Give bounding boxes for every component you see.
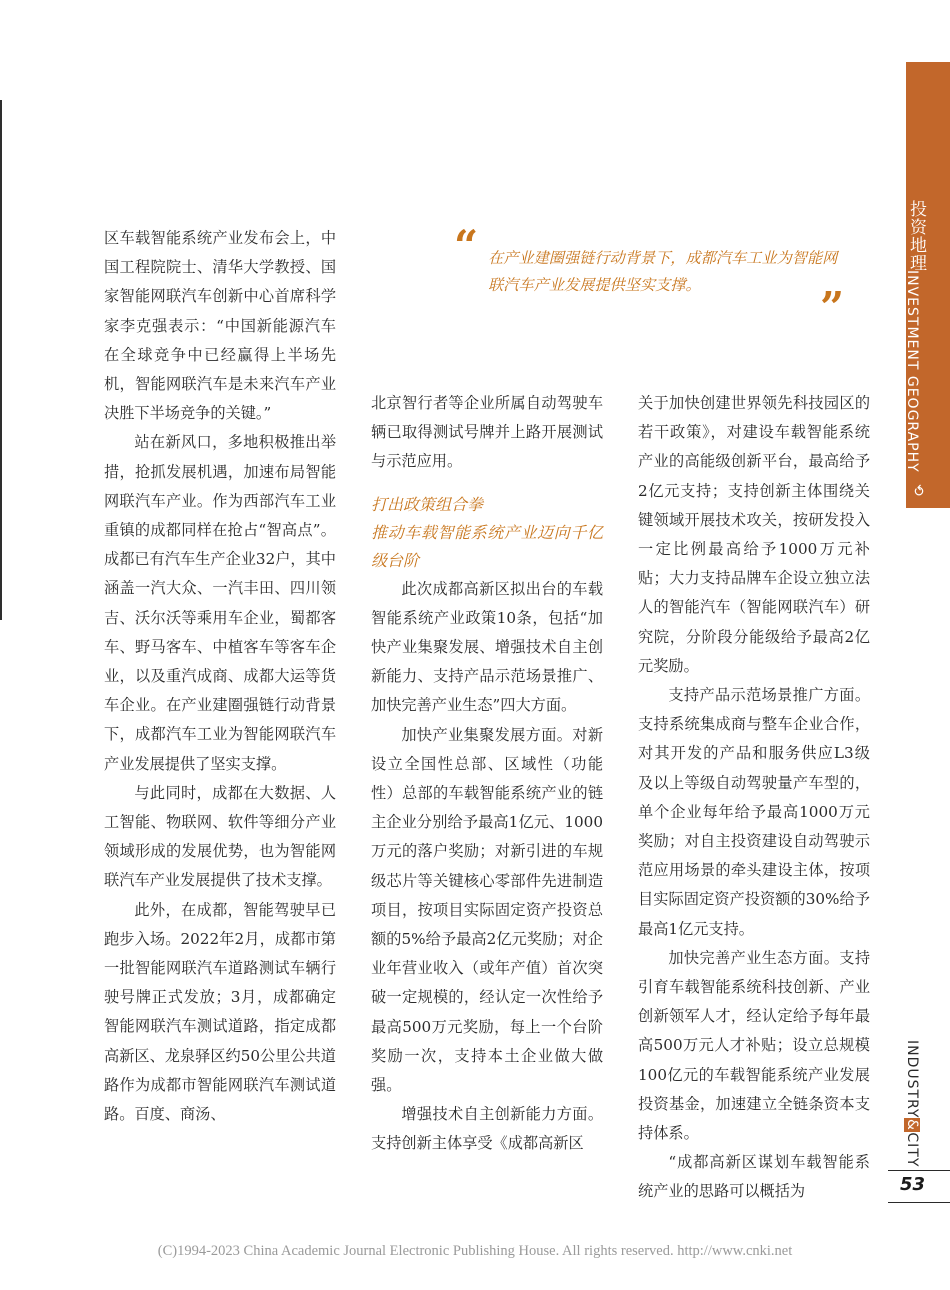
section-title-cn: 投资地理 bbox=[906, 200, 926, 272]
section-title-en: INVESTMENT GEOGRAPHY bbox=[904, 270, 920, 473]
paragraph: 此外，在成都，智能驾驶早已跑步入场。2022年2月，成都市第一批智能网联汽车道路测试车辆行驶号牌正式发放；3月，成都确定智能网联汽车测试道路，指定成都高新区、龙泉驿区约50公里公共道路作为成都市智能网联汽车测试道路。百度、商汤、 bbox=[104, 900, 336, 1124]
column-title-a: INDUSTRY bbox=[904, 1040, 920, 1119]
paragraph: “成都高新区谋划车载智能系统产业的思路可以概括为 bbox=[638, 1153, 870, 1201]
section-heading bbox=[371, 491, 603, 575]
left-margin-rule bbox=[0, 100, 2, 620]
page-number-rule-bottom bbox=[888, 1202, 950, 1203]
article-column-3 bbox=[638, 389, 870, 1207]
paragraph: 增强技术自主创新能力方面。支持创新主体享受《成都高新区 bbox=[371, 1105, 603, 1153]
paragraph: 加快产业集聚发展方面。对新设立全国性总部、区域性（功能性）总部的车载智能系统产业的链主企业分别给予最高1亿元、1000万元的落户奖励；对新引进的车规级芯片等关键核心零部件先进制造项目，按项目实际固定资产投资总额的5%给予最高2亿元奖励；对企业年营业收入（或年产值）首次突破一定规模的，经认定一次性给予最高500万元奖励，每上一个台阶奖励一次，支持本土企业做大做强。 bbox=[371, 725, 603, 1095]
page-number-rule-top bbox=[888, 1170, 950, 1171]
copyright-watermark: (C)1994-2023 China Academic Journal Electronic Publishing House. All rights reserved. http://www.cnki.net bbox=[157, 1243, 793, 1259]
page-number: 53 bbox=[900, 1174, 926, 1195]
pull-quote: 在产业建圈强链行动背景下，成都汽车工业为智能网联汽车产业发展提供坚实支撑。 bbox=[488, 249, 838, 294]
paragraph: 与此同时，成都在大数据、人工智能、物联网、软件等细分产业领域形成的发展优势，也为智能网联汽车产业发展提供了技术支撑。 bbox=[104, 783, 336, 890]
article-column-1 bbox=[104, 224, 336, 1129]
paragraph: 加快完善产业生态方面。支持引育车载智能系统科技创新、产业创新领军人才，经认定给予每年最高500万元人才补贴；设立总规模100亿元的车载智能系统产业发展投资基金，加速建立全链条资本支持体系。 bbox=[638, 948, 870, 1143]
section-logo-icon: ⟲ bbox=[910, 484, 926, 496]
article-column-2 bbox=[371, 389, 603, 1159]
column-title-amp: & bbox=[904, 1119, 920, 1132]
section-heading-line1: 打出政策组合拳 bbox=[371, 494, 484, 514]
paragraph: 站在新风口，多地积极推出举措，抢抓发展机遇，加速布局智能网联汽车产业。作为西部汽车工业重镇的成都同样在抢占“智高点”。成都已有汽车生产企业32户，其中涵盖一汽大众、一汽丰田、四川领吉、沃尔沃等乘用车企业，蜀都客车、野马客车、中植客车等客车企业，以及重汽成商、成都大运等货车企业。在产业建圈强链行动背景下，成都汽车工业为智能网联汽车产业发展提供了坚实支撑。 bbox=[104, 433, 336, 773]
paragraph: 此次成都高新区拟出台的车载智能系统产业政策10条，包括“加快产业集聚发展、增强技术自主创新能力、支持产品示范场景推广、加快完善产业生态”四大方面。 bbox=[371, 579, 603, 715]
column-title-b: CITY bbox=[904, 1132, 920, 1168]
paragraph: 关于加快创建世界领先科技园区的若干政策》，对建设车载智能系统产业的高能级创新平台，最高给予2亿元支持；支持创新主体围绕关键领域开展技术攻关，按研发投入一定比例最高给予1000万元补贴；大力支持品牌车企设立独立法人的智能汽车（智能网联汽车）研究院，分阶段分能级给予最高2亿元奖励。 bbox=[638, 394, 870, 675]
paragraph: 区车载智能系统产业发布会上，中国工程院院士、清华大学教授、国家智能网联汽车创新中心首席科学家李克强表示：“中国新能源汽车在全球竞争中已经赢得上半场先机，智能网联汽车是未来汽车产业决胜下半场竞争的关键。” bbox=[104, 229, 336, 423]
paragraph: 北京智行者等企业所属自动驾驶车辆已取得测试号牌并上路开展测试与示范应用。 bbox=[371, 394, 603, 471]
quote-close-icon: ” bbox=[820, 283, 845, 332]
paragraph: 支持产品示范场景推广方面。支持系统集成商与整车企业合作，对其开发的产品和服务供应L3级及以上等级自动驾驶量产车型的，单个企业每年给予最高1000万元奖励；对自主投资建设自动驾驶示范应用场景的牵头建设主体，按项目实际固定资产投资额的30%给予最高1亿元支持。 bbox=[638, 686, 870, 938]
section-heading-line2: 推动车载智能系统产业迈向千亿级台阶 bbox=[371, 522, 603, 570]
quote-open-icon: “ bbox=[454, 221, 479, 270]
column-title bbox=[904, 1040, 920, 1167]
